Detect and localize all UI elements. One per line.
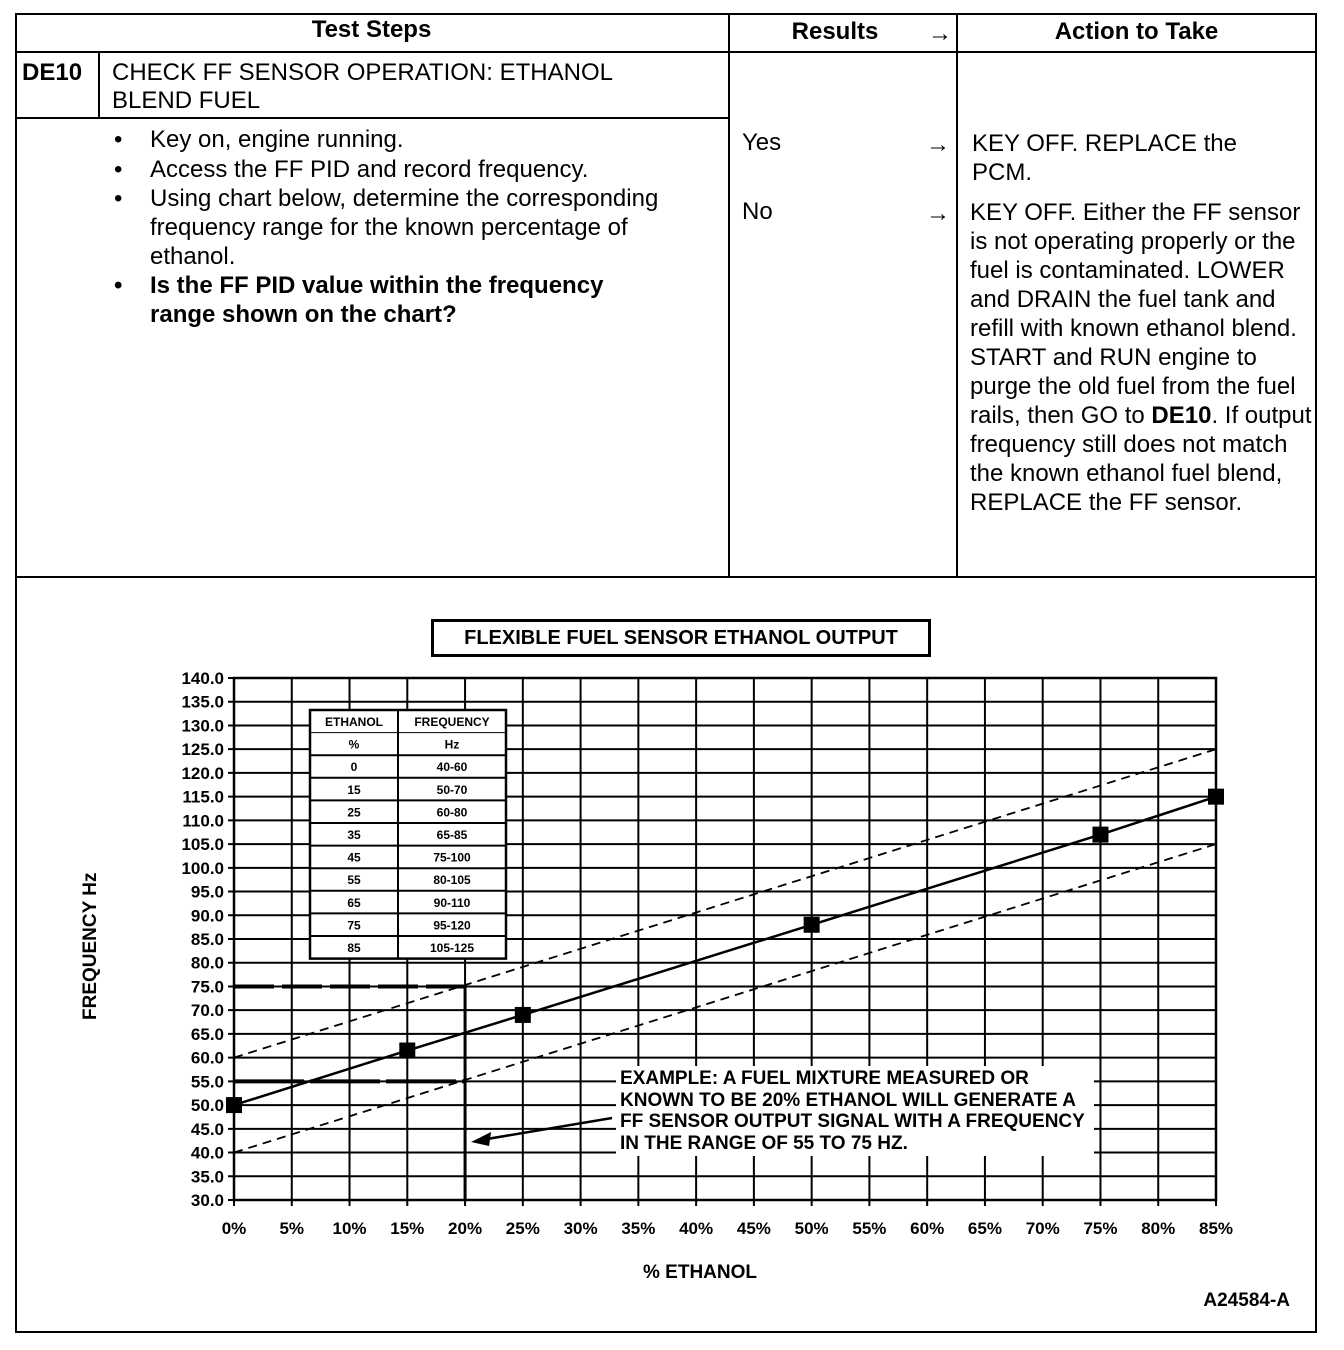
x-tick-label: 40% [679, 1219, 714, 1238]
y-tick-label: 75.0 [190, 977, 224, 997]
x-tick-label: 55% [852, 1219, 887, 1238]
y-tick-label: 120.0 [181, 763, 224, 783]
header-test-steps: Test Steps [311, 16, 432, 43]
y-tick-label: 115.0 [182, 787, 224, 807]
x-tick-label: 30% [563, 1219, 598, 1238]
x-tick-label: 65% [967, 1219, 1002, 1238]
table-unit-percent: % [348, 737, 360, 752]
bullet-question: Is the FF PID value within the frequency range shown on the chart? [150, 272, 604, 328]
table-cell-ethanol: 0 [350, 760, 358, 775]
header-action: Action to Take [1054, 18, 1219, 45]
x-tick-label: 0% [221, 1219, 247, 1238]
chart-title: FLEXIBLE FUEL SENSOR ETHANOL OUTPUT [431, 619, 931, 657]
result-yes-label: Yes [742, 129, 782, 156]
result-yes-arrow: → [926, 131, 950, 158]
y-tick-label: 125.0 [181, 740, 224, 760]
table-cell-ethanol: 35 [347, 828, 361, 842]
y-tick-label: 35.0 [190, 1167, 224, 1187]
table-unit-hz: Hz [444, 737, 460, 752]
y-tick-label: 40.0 [190, 1143, 224, 1163]
x-tick-label: 20% [448, 1219, 483, 1238]
chart-inset-table [310, 710, 506, 959]
data-point-marker [804, 917, 820, 933]
y-tick-label: 55.0 [190, 1072, 224, 1092]
step-title-line1: CHECK FF SENSOR OPERATION: ETHANOL [112, 59, 613, 86]
x-tick-label: 15% [390, 1219, 425, 1238]
x-tick-label: 50% [794, 1219, 829, 1238]
y-tick-label: 100.0 [181, 858, 224, 878]
table-cell-frequency: 40-60 [436, 760, 468, 775]
y-tick-label: 110.0 [182, 811, 224, 831]
data-point-marker [1208, 789, 1224, 805]
figure-id: A24584-A [1203, 1290, 1290, 1311]
y-tick-label: 85.0 [190, 930, 224, 949]
data-point-marker [399, 1043, 415, 1059]
step-id: DE10 [22, 59, 83, 86]
x-tick-label: 10% [332, 1219, 367, 1238]
action-no-text: KEY OFF. Either the FF sensor is not operating properly or the fuel is contaminated. LOWER and DRAIN the fuel tank and refill with known ethanol blend. START and RUN engine to purge the old fuel from the fuel rails, then GO to [970, 199, 1301, 429]
y-tick-label: 130.0 [181, 716, 224, 736]
table-cell-frequency: 75-100 [433, 850, 471, 865]
data-point-marker [226, 1097, 242, 1113]
step-title-line2: BLEND FUEL [112, 87, 261, 114]
bullet-mark: • [114, 156, 123, 183]
y-tick-label: 65.0 [190, 1024, 224, 1044]
bullet-text: Access the FF PID and record frequency. [150, 156, 589, 183]
chart-y-axis-label: FREQUENCY Hz [80, 872, 101, 1020]
table-cell-frequency: 60-80 [436, 805, 468, 820]
example-pointer-arrowhead [471, 1132, 491, 1146]
bullet-text: Key on, engine running. [150, 126, 404, 153]
table-header-frequency: FREQUENCY [414, 715, 490, 729]
bullet-mark: • [114, 272, 123, 299]
action-no-tail: . If output frequency still does not match the known ethanol fuel blend, REPLACE the FF sensor. [970, 402, 1312, 516]
y-tick-label: 70.0 [190, 1001, 224, 1021]
x-tick-label: 45% [736, 1219, 771, 1238]
table-cell-ethanol: 55 [347, 873, 361, 888]
table-cell-ethanol: 85 [347, 941, 361, 955]
header-results: Results [791, 18, 879, 45]
y-tick-label: 80.0 [190, 953, 224, 973]
x-tick-label: 5% [279, 1219, 305, 1238]
table-cell-frequency: 65-85 [436, 828, 468, 842]
x-tick-label: 75% [1083, 1219, 1118, 1238]
action-yes: KEY OFF. REPLACE the PCM. [972, 130, 1237, 186]
table-cell-frequency: 105-125 [429, 941, 475, 955]
data-point-marker [1092, 827, 1108, 843]
x-tick-label: 60% [910, 1219, 945, 1238]
bullet-text: Using chart below, determine the corresponding frequency range for the known percentage of ethanol. [150, 185, 659, 270]
chart-example-annotation: EXAMPLE: A FUEL MIXTURE MEASURED OR KNOWN TO BE 20% ETHANOL WILL GENERATE A FF SENSOR OUTPUT SIGNAL WITH A FREQUENCY IN THE RANGE OF 55 TO 75 HZ. [616, 1066, 1094, 1156]
table-cell-ethanol: 15 [347, 782, 361, 797]
table-cell-ethanol: 75 [347, 918, 361, 933]
x-tick-label: 80% [1141, 1219, 1176, 1238]
y-tick-label: 90.0 [190, 906, 224, 926]
x-tick-label: 85% [1198, 1219, 1234, 1238]
result-no-label: No [742, 198, 773, 225]
y-tick-label: 30.0 [190, 1191, 224, 1210]
header-results-arrow: → [928, 20, 952, 47]
table-frame [310, 710, 506, 959]
y-tick-label: 140.0 [181, 669, 224, 688]
x-tick-label: 25% [505, 1219, 540, 1238]
y-tick-label: 95.0 [190, 882, 224, 902]
y-tick-label: 45.0 [190, 1119, 224, 1139]
y-tick-label: 135.0 [181, 692, 224, 712]
x-tick-label: 35% [621, 1219, 656, 1238]
y-tick-label: 105.0 [181, 835, 224, 855]
result-no-arrow: → [926, 200, 950, 227]
table-cell-frequency: 95-120 [433, 918, 471, 933]
data-point-marker [515, 1007, 531, 1023]
table-header-ethanol: ETHANOL [325, 715, 383, 729]
table-cell-ethanol: 45 [347, 850, 361, 865]
x-tick-label: 70% [1025, 1219, 1060, 1238]
table-cell-ethanol: 65 [347, 895, 361, 910]
table-cell-ethanol: 25 [347, 805, 361, 820]
y-tick-label: 60.0 [190, 1048, 224, 1068]
table-cell-frequency: 50-70 [436, 782, 468, 797]
y-tick-label: 50.0 [190, 1096, 224, 1116]
table-cell-frequency: 80-105 [433, 873, 471, 888]
chart-x-axis-label: % ETHANOL [643, 1262, 757, 1283]
action-no-ref: DE10 [1151, 402, 1212, 429]
bullet-mark: • [114, 185, 123, 212]
bullet-mark: • [114, 126, 123, 153]
table-cell-frequency: 90-110 [433, 895, 471, 910]
